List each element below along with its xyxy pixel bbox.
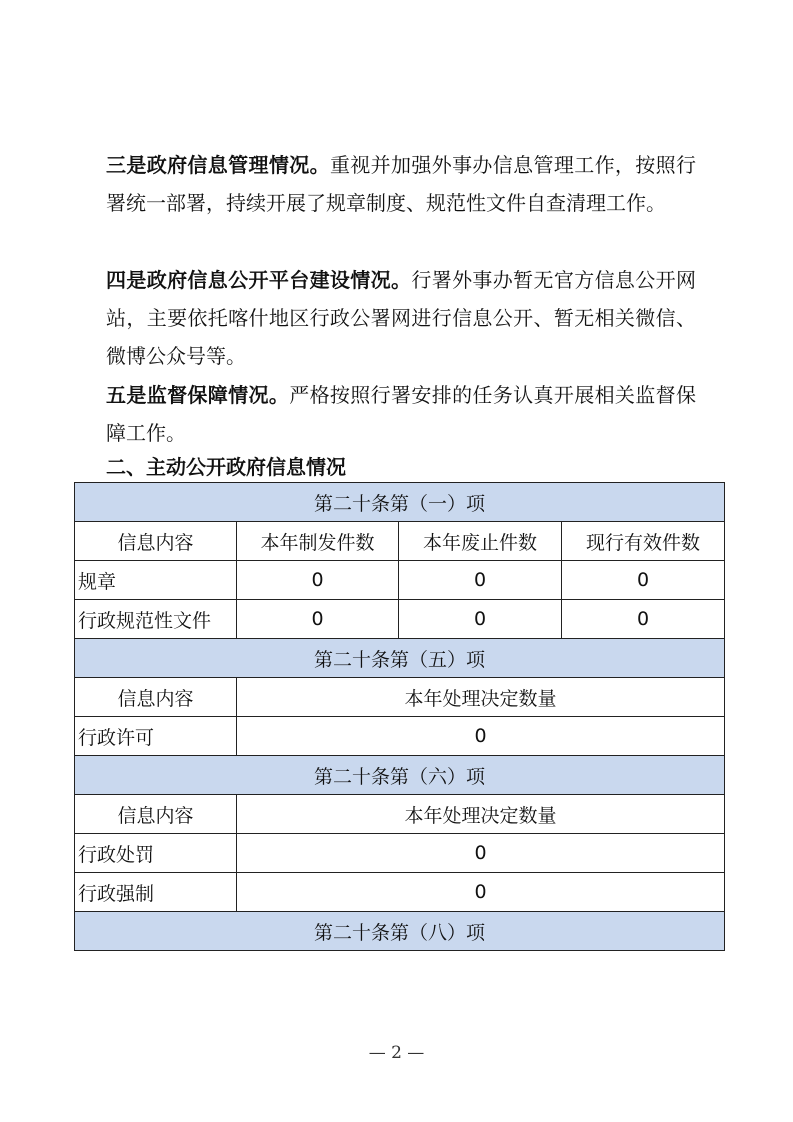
table-cell: 0 — [562, 561, 725, 600]
table-cell: 0 — [562, 600, 725, 639]
table-cell: 0 — [237, 561, 399, 600]
row-label: 规章 — [75, 561, 237, 600]
table-row — [75, 561, 725, 600]
paragraph-lead: 三是政府信息管理情况。 — [106, 153, 330, 177]
paragraph-info-management — [106, 146, 696, 222]
table-cell: 0 — [399, 600, 562, 639]
disclosure-table — [74, 482, 725, 951]
table-row — [75, 834, 725, 873]
column-header: 信息内容 — [75, 522, 237, 561]
page-number: — 2 — — [368, 1043, 425, 1063]
row-label: 行政许可 — [75, 717, 237, 756]
table-cell: 0 — [237, 873, 725, 912]
row-label: 行政规范性文件 — [75, 600, 237, 639]
section-title: 第二十条第（一）项 — [75, 483, 725, 522]
section-title: 第二十条第（六）项 — [75, 756, 725, 795]
table-section-header — [75, 639, 725, 678]
column-header: 本年处理决定数量 — [237, 678, 725, 717]
paragraph-text: 行署外事办暂无官方信息公开网站，主要依托喀什地区行政公署网进行信息公开、暂无相关微信、微博公众号等。 — [106, 268, 697, 368]
column-header: 信息内容 — [75, 795, 237, 834]
paragraph-text: 严格按照行署安排的任务认真开展相关监督保障工作。 — [106, 383, 697, 445]
table-cell: 0 — [237, 600, 399, 639]
table-cell: 0 — [237, 717, 725, 756]
table-header-row — [75, 522, 725, 561]
row-label: 行政强制 — [75, 873, 237, 912]
table-header-row — [75, 795, 725, 834]
section-title: 第二十条第（八）项 — [75, 912, 725, 951]
paragraph-platform-construction — [106, 261, 696, 375]
table-header-row — [75, 678, 725, 717]
column-header: 信息内容 — [75, 678, 237, 717]
column-header: 本年废止件数 — [399, 522, 562, 561]
table-row — [75, 717, 725, 756]
paragraph-lead: 五是监督保障情况。 — [106, 383, 290, 407]
table-section-header — [75, 483, 725, 522]
table-row — [75, 600, 725, 639]
paragraph-lead: 四是政府信息公开平台建设情况。 — [106, 268, 412, 292]
table-cell: 0 — [237, 834, 725, 873]
column-header: 本年制发件数 — [237, 522, 399, 561]
table-cell: 0 — [399, 561, 562, 600]
table-section-header — [75, 756, 725, 795]
row-label: 行政处罚 — [75, 834, 237, 873]
paragraph-text: 重视并加强外事办信息管理工作，按照行署统一部署，持续开展了规章制度、规范性文件自查清理工作。 — [106, 153, 697, 215]
paragraph-supervision — [106, 376, 696, 452]
section-title: 第二十条第（五）项 — [75, 639, 725, 678]
column-header: 现行有效件数 — [562, 522, 725, 561]
table-section-header — [75, 912, 725, 951]
column-header: 本年处理决定数量 — [237, 795, 725, 834]
table-row — [75, 873, 725, 912]
section-heading: 二、主动公开政府信息情况 — [106, 455, 346, 479]
